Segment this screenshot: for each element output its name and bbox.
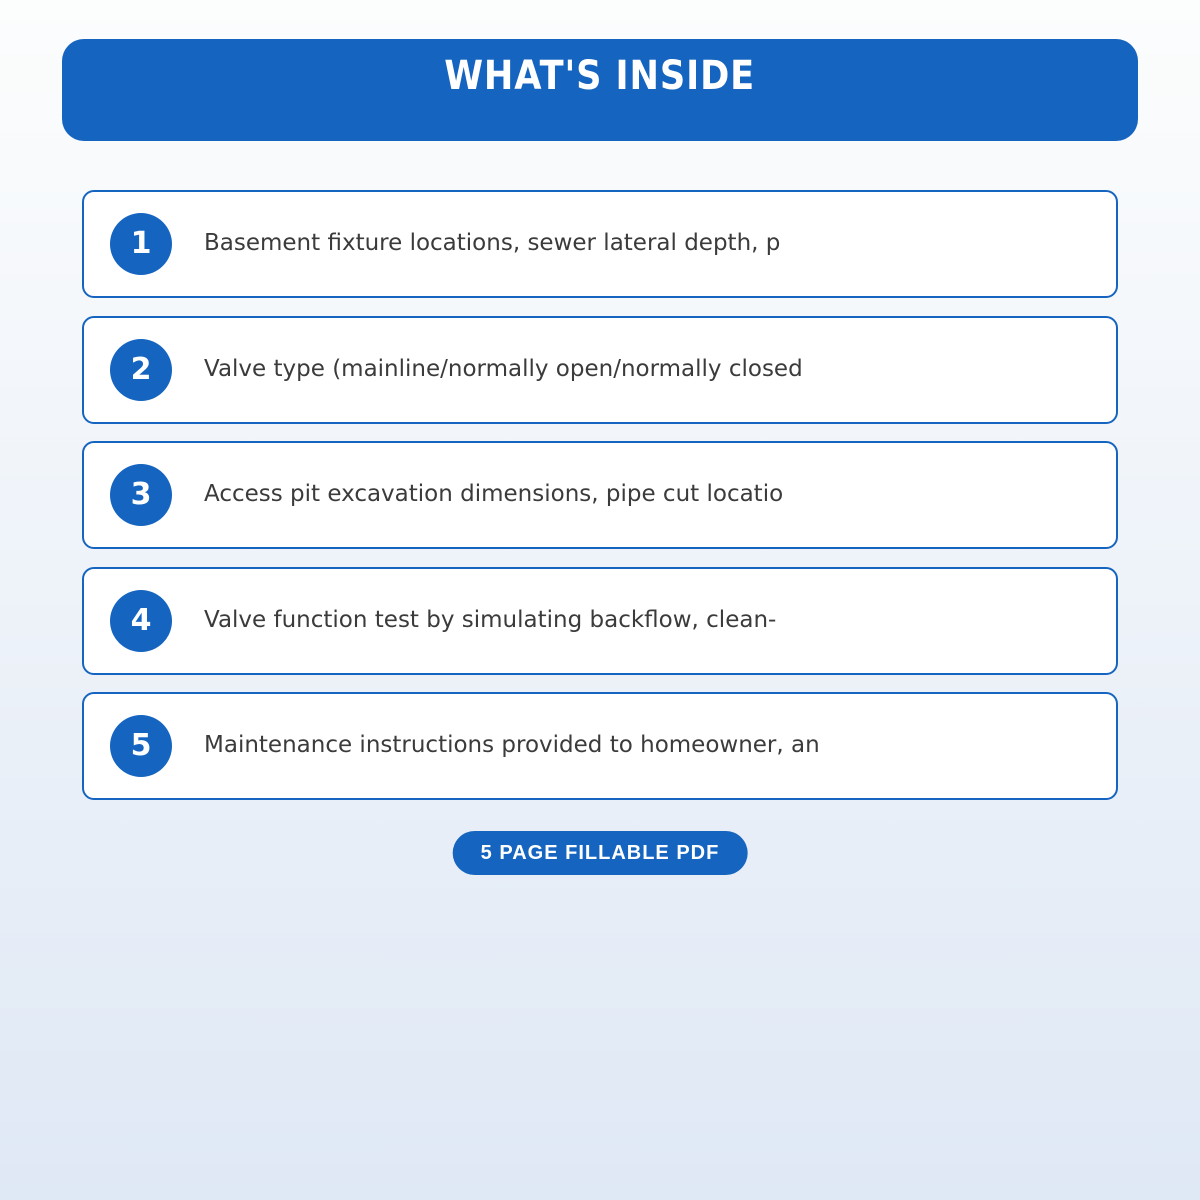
fillable-pdf-button-label: 5 PAGE FILLABLE PDF [480, 841, 720, 864]
item-number-badge: 5 [110, 715, 172, 777]
header-banner [62, 39, 1138, 141]
list-item [82, 316, 1118, 424]
fillable-pdf-button[interactable] [453, 831, 748, 875]
list-item [82, 567, 1118, 675]
list-item [82, 692, 1118, 800]
item-text: Basement fixture locations, sewer lateral depth, p [204, 230, 781, 257]
item-text: Access pit excavation dimensions, pipe cut locatio [204, 481, 784, 508]
item-number-badge: 3 [110, 464, 172, 526]
items-list [82, 190, 1118, 818]
list-item [82, 441, 1118, 549]
list-item [82, 190, 1118, 298]
item-text: Valve function test by simulating backflow, clean- [204, 606, 777, 633]
page-title: WHAT'S INSIDE [444, 53, 756, 99]
item-number-badge: 4 [110, 590, 172, 652]
item-text: Maintenance instructions provided to homeowner, an [204, 732, 820, 759]
item-text: Valve type (mainline/normally open/normally closed [204, 355, 803, 382]
item-number-badge: 1 [110, 213, 172, 275]
item-number-badge: 2 [110, 339, 172, 401]
